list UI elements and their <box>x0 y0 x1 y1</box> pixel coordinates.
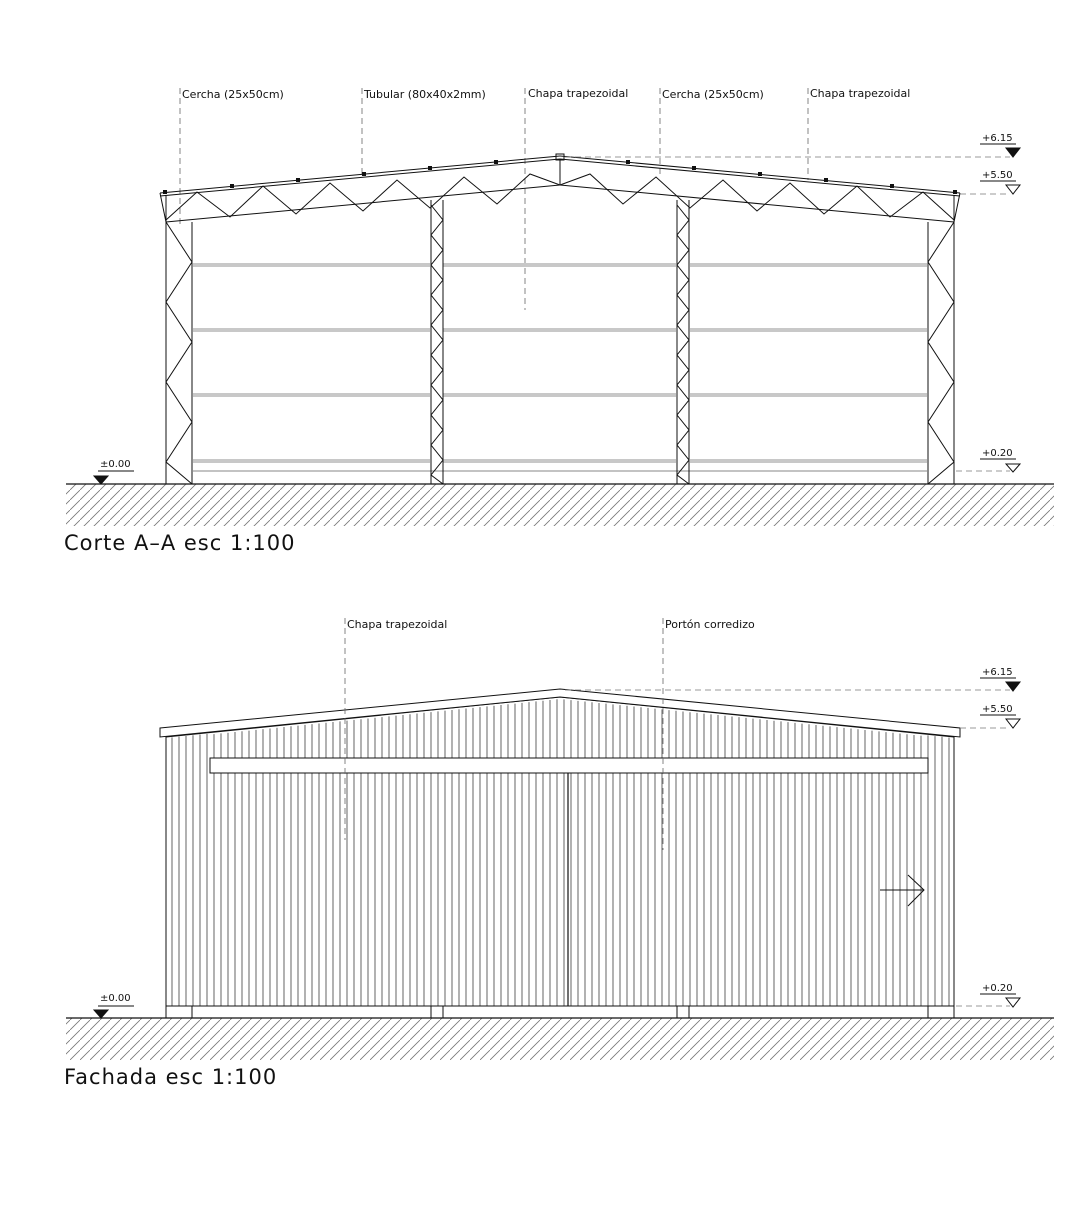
door-header <box>210 758 928 773</box>
facade-ground-hatch <box>66 1018 1054 1060</box>
facade-title: Fachada esc 1:100 <box>64 1065 278 1089</box>
section-level-eave: +5.50 <box>982 170 1013 181</box>
left-column <box>166 195 192 484</box>
section-level-floor: +0.20 <box>982 448 1013 459</box>
section-callout-sheet-right: Chapa trapezoidal <box>810 87 911 100</box>
interior-column-2 <box>677 200 689 484</box>
facade-level-eave: +5.50 <box>982 704 1013 715</box>
section-ground-hatch <box>66 484 1054 526</box>
facade-drawing <box>66 618 1054 1060</box>
section-level-ground: ±0.00 <box>100 459 131 470</box>
facade-level-ground: ±0.00 <box>100 993 131 1004</box>
section-callout-sheet-center: Chapa trapezoidal <box>528 87 629 100</box>
facade-level-floor: +0.20 <box>982 983 1013 994</box>
section-callout-truss-right: Cercha (25x50cm) <box>662 88 764 101</box>
section-level-ridge: +6.15 <box>982 133 1013 144</box>
section-title: Corte A–A esc 1:100 <box>64 531 296 555</box>
facade-level-ridge: +6.15 <box>982 667 1013 678</box>
sliding-arrow-icon <box>880 875 924 906</box>
section-callout-truss-left: Cercha (25x50cm) <box>182 88 284 101</box>
section-drawing <box>66 88 1054 526</box>
interior-column-1 <box>431 200 443 484</box>
roof-truss <box>160 156 960 222</box>
facade-callout-sheet: Chapa trapezoidal <box>347 618 448 631</box>
right-column <box>928 195 954 484</box>
section-callout-tubular: Tubular (80x40x2mm) <box>364 88 486 101</box>
facade-roof-edge <box>160 689 960 737</box>
facade-callout-door: Portón corredizo <box>665 618 755 631</box>
